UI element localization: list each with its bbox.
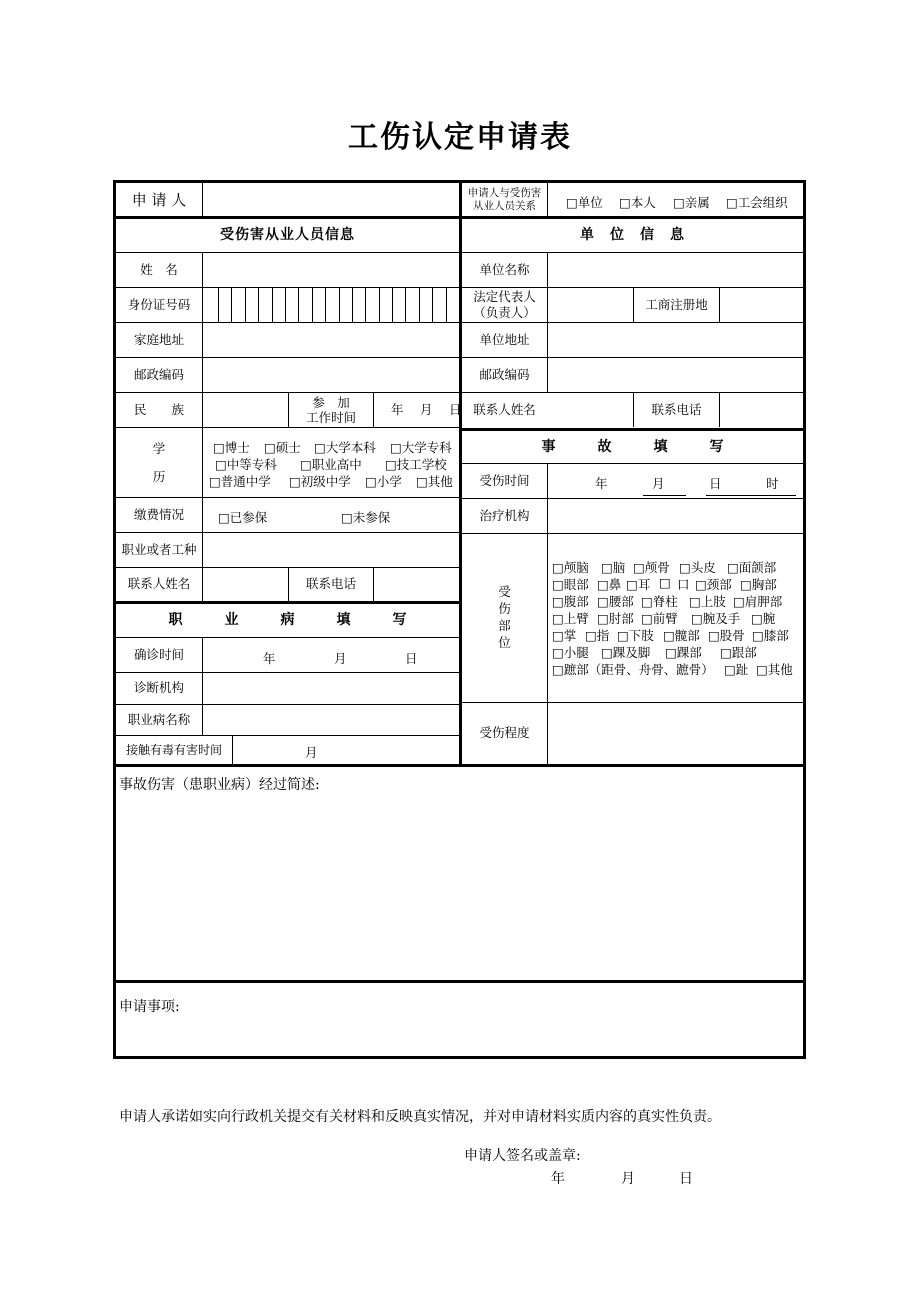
education-option-vocational-college[interactable]: □中等专科 (215, 457, 277, 472)
worker-postcode-label: 邮政编码 (133, 366, 184, 382)
injury-site-option[interactable]: □腹部 (552, 594, 589, 609)
declaration-text: 申请人承诺如实向行政机关提交有关材料和反映真实情况，并对申请材料实质内容的真实性负责。 (119, 1109, 721, 1125)
rule (547, 183, 548, 217)
injury-site-option[interactable]: □髋部 (663, 628, 700, 643)
injury-month-unit: 月 (652, 476, 665, 491)
severity-label: 受伤程度 (479, 725, 530, 741)
education-option-middle-school[interactable]: □初级中学 (289, 474, 351, 489)
injury-site-option[interactable]: □膝部 (752, 628, 789, 643)
relation-option-union[interactable]: □工会组织 (726, 195, 788, 210)
education-option-bachelor[interactable]: □大学本科 (314, 440, 376, 455)
injury-site-option[interactable]: □蹠部（距骨、舟骨、蹠骨） (552, 662, 714, 677)
education-option-other[interactable]: □其他 (416, 474, 453, 489)
diagnosis-time-label: 确诊时间 (133, 646, 184, 662)
worker-contact-phone-label: 联系电话 (305, 576, 356, 592)
injury-site-option[interactable]: □踝部 (665, 645, 702, 660)
diagnosis-day-unit: 日 (405, 651, 418, 666)
education-option-vocational-high[interactable]: □职业高中 (300, 457, 362, 472)
education-option-college[interactable]: □大学专科 (390, 440, 452, 455)
signature-day-unit: 日 (679, 1171, 693, 1187)
injury-site-option[interactable]: □胸部 (740, 577, 777, 592)
injury-site-option[interactable]: □踝及脚 (601, 645, 651, 660)
employer-contact-phone-label: 联系电话 (651, 401, 702, 417)
occupation-field[interactable] (203, 533, 459, 567)
home-address-field[interactable] (203, 323, 459, 357)
education-label (116, 428, 202, 497)
injury-site-option[interactable]: □其他 (756, 662, 793, 677)
applicant-label: 申 请 人 (131, 190, 187, 209)
injury-site-option[interactable]: □上臂 (552, 611, 589, 626)
injury-site-label-char: 受 (498, 584, 511, 600)
work-start-date[interactable]: 年 月 日 (391, 401, 462, 417)
worker-name-field[interactable] (203, 253, 459, 287)
education-option-primary[interactable]: □小学 (365, 474, 402, 489)
worker-section-header: 受伤害从业人员信息 (220, 227, 355, 244)
worker-contact-phone-field[interactable] (374, 568, 459, 601)
id-digit-divider (339, 288, 340, 322)
injury-site-option[interactable]: □指 (585, 628, 610, 643)
employer-section-header: 单 位 信 息 (580, 227, 685, 244)
rule (643, 495, 686, 496)
signature-month-unit: 月 (621, 1171, 635, 1187)
injury-site-option[interactable]: □腕及手 (691, 611, 741, 626)
injury-site-option[interactable]: □小腿 (552, 645, 589, 660)
legal-rep-label-line: 法定代表人 (473, 289, 536, 305)
id-digit-divider (365, 288, 366, 322)
injury-site-option[interactable]: □掌 (552, 628, 577, 643)
employer-postcode-field[interactable] (548, 358, 803, 392)
injury-site-option[interactable]: □颅脑 (552, 560, 589, 575)
insurance-option-insured[interactable]: □已参保 (218, 510, 268, 525)
id-digit-divider (419, 288, 420, 322)
injury-site-option[interactable]: □脊柱 (641, 594, 678, 609)
employer-address-field[interactable] (548, 323, 803, 357)
injury-day-unit: 日 (709, 476, 722, 491)
id-digit-divider (298, 288, 299, 322)
work-start-label-line: 工作时间 (305, 410, 356, 425)
relation-option-relative[interactable]: □亲属 (673, 195, 710, 210)
insurance-label: 缴费情况 (133, 506, 184, 522)
employer-contact-name-field[interactable] (548, 393, 633, 427)
id-digit-divider (392, 288, 393, 322)
injury-site-label-char: 位 (498, 634, 511, 650)
injury-site-option[interactable]: □下肢 (617, 628, 654, 643)
worker-contact-name-label: 联系人姓名 (127, 576, 191, 592)
relation-option-employer[interactable]: □单位 (566, 195, 603, 210)
applicant-field[interactable] (203, 183, 459, 217)
employer-name-label: 单位名称 (479, 261, 530, 277)
relation-option-self[interactable]: □本人 (619, 195, 656, 210)
legal-rep-label-line: （负责人） (473, 305, 536, 320)
injury-site-option[interactable]: □肩胛部 (733, 594, 783, 609)
disease-name-label: 职业病名称 (127, 711, 191, 727)
injury-site-option[interactable]: □腕 (751, 611, 776, 626)
signature-label: 申请人签名或盖章: (464, 1148, 581, 1164)
injury-year-unit: 年 (595, 476, 608, 491)
narrative-label: 事故伤害（患职业病）经过简述: (119, 777, 320, 793)
injury-site-option[interactable]: □趾 (724, 662, 749, 677)
employer-contact-phone-field[interactable] (720, 393, 803, 427)
insurance-option-uninsured[interactable]: □未参保 (341, 510, 391, 525)
relation-label-line: 申请人与受伤害 (467, 186, 542, 199)
employer-contact-name-label: 联系人姓名 (473, 401, 536, 417)
injury-site-label-char: 伤 (498, 601, 511, 617)
rule-heavy (116, 764, 803, 767)
education-label-char: 历 (152, 468, 166, 484)
id-digit-divider (379, 288, 380, 322)
id-digit-divider (325, 288, 326, 322)
request-label: 申请事项: (119, 999, 180, 1015)
injury-site-option[interactable]: 口 (677, 577, 690, 592)
diagnosis-org-field[interactable] (203, 673, 459, 704)
id-digit-divider (312, 288, 313, 322)
id-digit-divider (218, 288, 219, 322)
injury-site-option[interactable]: □脑 (601, 560, 626, 575)
injury-site-label-char: 部 (498, 618, 511, 633)
id-number-label: 身份证号码 (127, 296, 191, 312)
narrative-field[interactable] (116, 795, 803, 979)
page-title: 工伤认定申请表 (348, 120, 572, 155)
work-start-label (289, 393, 373, 427)
ethnicity-field[interactable] (203, 393, 288, 427)
id-digit-divider (432, 288, 433, 322)
worker-name-label: 姓 名 (140, 261, 178, 277)
employer-name-field[interactable] (548, 253, 803, 287)
diagnosis-year-unit: 年 (263, 651, 276, 666)
legal-rep-field[interactable] (548, 288, 633, 322)
injury-site-option[interactable]: □面颌部 (727, 560, 777, 575)
injury-site-option[interactable]: □耳 (626, 577, 651, 592)
legal-rep-label (462, 288, 547, 322)
rule (706, 495, 796, 496)
request-field[interactable] (116, 1017, 803, 1055)
exposure-month-unit: 月 (305, 745, 318, 760)
hospital-field[interactable] (548, 499, 803, 533)
application-form (113, 180, 806, 1059)
injury-site-option[interactable]: □腰部 (597, 594, 634, 609)
injury-site-option[interactable]: □颅骨 (633, 560, 670, 575)
injury-site-option[interactable]: □肘部 (597, 611, 634, 626)
reg-place-label: 工商注册地 (645, 296, 708, 312)
injury-site-option[interactable]: □眼部 (552, 577, 589, 592)
relation-label-line: 从业人员关系 (473, 200, 536, 212)
injury-site-option[interactable]: □跟部 (720, 645, 757, 660)
hospital-label: 治疗机构 (479, 507, 530, 523)
relation-label (462, 183, 547, 217)
injury-site-option[interactable]: □ (659, 575, 671, 590)
severity-field[interactable] (548, 703, 803, 764)
signature-year-unit: 年 (551, 1171, 565, 1187)
accident-section-header: 事 故 填 写 (541, 438, 738, 455)
education-option-phd[interactable]: □博士 (213, 440, 250, 455)
id-digit-divider (258, 288, 259, 322)
rule (232, 735, 233, 765)
education-option-master[interactable]: □硕士 (264, 440, 301, 455)
worker-postcode-field[interactable] (203, 358, 459, 392)
injury-site-option[interactable]: □头皮 (679, 560, 716, 575)
education-label-char: 学 (152, 441, 166, 456)
employer-postcode-label: 邮政编码 (479, 366, 530, 382)
injury-site-option[interactable]: □前臂 (641, 611, 678, 626)
home-address-label: 家庭地址 (133, 331, 184, 347)
id-digit-divider (405, 288, 406, 322)
injury-site-option[interactable]: □颈部 (695, 577, 732, 592)
disease-name-field[interactable] (203, 705, 459, 735)
education-option-technical-school[interactable]: □技工学校 (385, 457, 447, 472)
reg-place-field[interactable] (720, 288, 803, 322)
exposure-time-label: 接触有毒有害时间 (125, 742, 222, 757)
diagnosis-org-label: 诊断机构 (133, 680, 184, 696)
injury-site-option[interactable]: □上肢 (689, 594, 726, 609)
injury-time-label: 受伤时间 (479, 472, 530, 488)
disease-section-header: 职 业 病 填 写 (168, 612, 421, 629)
rule-heavy (116, 980, 803, 983)
id-digit-divider (272, 288, 273, 322)
id-digit-divider (446, 288, 447, 322)
id-digit-divider (245, 288, 246, 322)
injury-site-option[interactable]: □股骨 (708, 628, 745, 643)
education-option-high-school[interactable]: □普通中学 (209, 474, 271, 489)
injury-site-label (462, 534, 547, 702)
injury-hour-unit: 时 (766, 476, 779, 491)
work-start-label-line: 参 加 (312, 395, 350, 410)
occupation-label: 职业或者工种 (121, 541, 197, 557)
injury-site-option[interactable]: □鼻 (597, 577, 622, 592)
id-digit-divider (231, 288, 232, 322)
id-digit-divider (285, 288, 286, 322)
diagnosis-month-unit: 月 (334, 651, 347, 666)
id-digit-divider (352, 288, 353, 322)
ethnicity-label: 民 族 (133, 401, 184, 417)
employer-address-label: 单位地址 (479, 331, 530, 347)
worker-contact-name-field[interactable] (203, 568, 288, 601)
